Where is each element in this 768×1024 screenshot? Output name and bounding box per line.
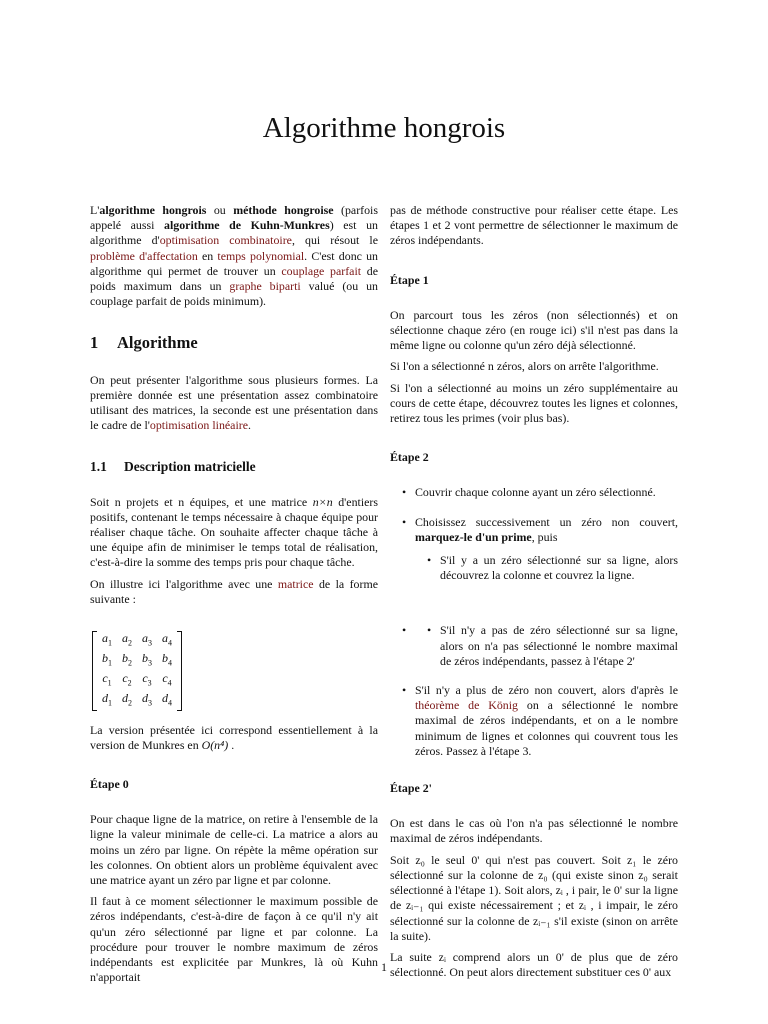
- math-nxn: n×n: [312, 494, 333, 509]
- bullet-icon: •: [402, 623, 407, 638]
- bullet-icon: •: [427, 623, 432, 638]
- intro-text: ou: [206, 203, 234, 217]
- section-number: 1: [90, 333, 99, 353]
- sub-list-item-text: S'il n'y a pas de zéro sélectionné sur sa ligne, alors on n'a pas sélectionné le nombre maximal de zéros indépendants, passez à l'étape 2': [440, 623, 678, 668]
- matrix-cell: $c_4$: [162, 670, 172, 688]
- link-couplage-parfait[interactable]: couplage parfait: [281, 263, 362, 278]
- subsection-number: 1.1: [90, 459, 107, 475]
- matrix-cell: $c_1$: [102, 670, 112, 688]
- matrix-right-bracket: [177, 631, 182, 711]
- step-2prime-paragraph-1: On est dans le cas où l'on n'a pas sélectionné le nombre maximal de zéros indépendants.: [390, 816, 678, 846]
- matrix-cell: $a_1$: [102, 631, 112, 648]
- section-title: Algorithme: [117, 333, 198, 353]
- list-item: [390, 623, 678, 669]
- list-item-text: Choisissez successivement un zéro non couvert,: [415, 514, 678, 529]
- intro-text: ) est un algorithme d': [90, 218, 378, 248]
- bullet-icon: •: [427, 553, 432, 568]
- step-2prime-paragraph-3: La suite zᵢ comprend alors un 0' de plus que de zéro sélectionné. On peut alors directement substituer ces 0' aux: [390, 949, 678, 980]
- right-column: [390, 203, 678, 986]
- list-item-text: S'il n'y a plus de zéro non couvert, alors d'après le: [415, 683, 678, 698]
- bullet-icon: •: [402, 485, 407, 500]
- section-heading: [90, 333, 378, 353]
- matrix-cell: $a_3$: [142, 631, 152, 648]
- matrix-cell: $c_2$: [122, 670, 132, 688]
- matrix: [92, 631, 182, 711]
- paragraph-text: de la forme suivante :: [90, 576, 378, 606]
- link-probleme-affectation[interactable]: problème d'affectation: [90, 248, 198, 263]
- term-kuhn-munkres: algorithme de Kuhn-Munkres: [164, 218, 330, 233]
- list-item: [390, 515, 678, 584]
- link-theoreme-konig[interactable]: théorème de König: [415, 698, 518, 713]
- paragraph-text: La version présentée ici correspond essentiellement à la version de Munkres en: [90, 722, 378, 752]
- left-column: [90, 203, 378, 991]
- subsection-paragraph-2: [90, 577, 378, 607]
- step-0-paragraph-2: Il faut à ce moment sélectionner le maximum possible de zéros indépendants, c'est-à-dire de façon à ce qu'il n'y ait qu'un zéro sélectionné par ligne et par colonne. La procédure pour trouver le nombre maximum de zéros indépendants est explicitée par Munkres, là où Kuhn n'apportait: [90, 894, 378, 985]
- intro-text: en: [197, 248, 218, 263]
- step-0-continuation: pas de méthode constructive pour réaliser cette étape. Les étapes 1 et 2 vont permettre de sélectionner le maximum de zéros indépendants.: [390, 203, 678, 248]
- link-matrice[interactable]: matrice: [277, 576, 314, 591]
- intro-text: valué (ou un couplage parfait de poids minimum).: [90, 279, 378, 309]
- link-optimisation-combinatoire[interactable]: optimisation combinatoire: [159, 233, 292, 248]
- section-paragraph: [90, 373, 378, 434]
- list-item: [390, 485, 678, 500]
- step-2prime-heading: Étape 2': [390, 781, 432, 796]
- subsection-heading: [90, 459, 378, 474]
- link-temps-polynomial[interactable]: temps polynomial: [217, 248, 305, 263]
- sub-list-item: [415, 553, 678, 583]
- step-1-heading: Étape 1: [390, 272, 429, 287]
- matrix-cell: $d_4$: [162, 690, 172, 708]
- subsection-paragraph-1: [90, 495, 378, 571]
- matrix-cell: $d_3$: [142, 690, 152, 708]
- subsection-paragraph-3: [90, 723, 378, 753]
- step-0-paragraph-1: Pour chaque ligne de la matrice, on retire à l'ensemble de la ligne la valeur minimale de celle-ci. La matrice a alors au moins un zéro par ligne. On répète la même opération sur les colonnes. On obtient alors un problème équivalent avec une matrice ayant un zéro par ligne et par colonne.: [90, 812, 378, 888]
- bullet-icon: •: [402, 683, 407, 698]
- matrix-cell: $c_3$: [142, 670, 152, 688]
- math-complexity: O(n⁴): [201, 737, 229, 752]
- link-optimisation-lineaire[interactable]: optimisation linéaire: [149, 418, 248, 433]
- intro-text: , qui résout le: [291, 233, 378, 248]
- matrix-cell: $b_4$: [162, 650, 172, 668]
- matrix-cell: $d_2$: [122, 690, 132, 708]
- section-text: On peut présenter l'algorithme sous plusieurs formes. La première donnée est une présentation assez combinatoire utilisant des matrices, la seconde est une présentation dans le cadre de l': [90, 372, 378, 433]
- sub-list-item: [415, 623, 678, 669]
- subsection-title: Description matricielle: [124, 459, 256, 475]
- term-methode-hongroise: méthode hongroise: [233, 203, 334, 217]
- step-2prime-paragraph-2: Soit z₀ le seul 0' qui n'est pas couvert. Soit z₁ le zéro sélectionné sur la colonne de z₀ (qui existe sinon z₀ serait sélectionné à l'étape 1). Soit alors, zᵢ , i pair, le 0' sur la ligne de zᵢ₋₁ qui existe nécessairement ; et zᵢ , i impair, le zéro sélectionné sur la colonne de zᵢ₋₁ s'il existe (sinon on arrête la suite).: [390, 852, 678, 943]
- list-item-text: Couvrir chaque colonne ayant un zéro sélectionné.: [415, 485, 656, 500]
- step-1-paragraph-3: Si l'on a sélectionné au moins un zéro supplémentaire au cours de cette étape, découvrez toutes les lignes et colonnes, retirez tous les primes (voir plus bas).: [390, 380, 678, 426]
- intro-text: . C'est donc un algorithme qui permet de trouver un: [90, 248, 378, 278]
- list-item-text: on a sélectionné le nombre maximal de zéros indépendants, et on a le nombre minimum de lignes et colonnes qui couvrent tous les zéros. Passez à l'étape 3.: [415, 698, 679, 758]
- matrix-cell: $b_2$: [122, 650, 132, 668]
- paragraph-text: On illustre ici l'algorithme avec une: [90, 576, 278, 591]
- bullet-icon: •: [402, 514, 407, 529]
- intro-text: L': [90, 203, 100, 217]
- sub-list-item-text: S'il y a un zéro sélectionné sur sa ligne, alors découvrez la colonne et couvrez la ligne.: [440, 553, 678, 583]
- matrix-cell: $d_1$: [102, 690, 112, 708]
- link-graphe-biparti[interactable]: graphe biparti: [229, 279, 301, 294]
- intro-paragraph: [90, 203, 378, 309]
- list-item-text: , puis: [531, 529, 558, 544]
- page-number: 1: [381, 960, 387, 974]
- step-2-heading: Étape 2: [390, 450, 429, 465]
- matrix-cell: $a_4$: [162, 631, 172, 648]
- matrix-cell: $b_1$: [102, 650, 112, 668]
- list-item: [390, 683, 678, 759]
- matrix-cell: $b_3$: [142, 650, 152, 668]
- section-text: .: [247, 418, 251, 433]
- intro-text: (parfois appelé aussi: [90, 203, 378, 233]
- step-2-list: [390, 485, 678, 759]
- step-1-paragraph-1: On parcourt tous les zéros (non sélectionnés) et on sélectionne chaque zéro (en rouge ici) s'il n'est pas dans la même ligne ou colonne qu'un zéro déjà sélectionné.: [390, 307, 678, 353]
- step-0-heading: Étape 0: [90, 777, 129, 792]
- paragraph-text: d'entiers positifs, contenant le temps nécessaire à chaque équipe pour réaliser chaque tâche. On souhaite affecter chaque tâche à une équipe afin de minimiser le temps total de réalisation, c'est-à-dire la somme des temps pris pour chaque tâche.: [90, 494, 378, 570]
- paragraph-text: Soit n projets et n équipes, et une matrice: [90, 494, 313, 509]
- paragraph-text: .: [228, 737, 235, 752]
- intro-text: de poids maximum dans un: [90, 263, 378, 294]
- page-title: Algorithme hongrois: [262, 112, 506, 144]
- term-algorithme-hongrois: algorithme hongrois: [99, 203, 207, 217]
- matrix-table: [97, 631, 177, 711]
- bold-instruction: marquez-le d'un prime: [415, 529, 532, 544]
- step-1-paragraph-2: Si l'on a sélectionné n zéros, alors on arrête l'algorithme.: [390, 359, 659, 374]
- matrix-cell: $a_2$: [122, 631, 132, 648]
